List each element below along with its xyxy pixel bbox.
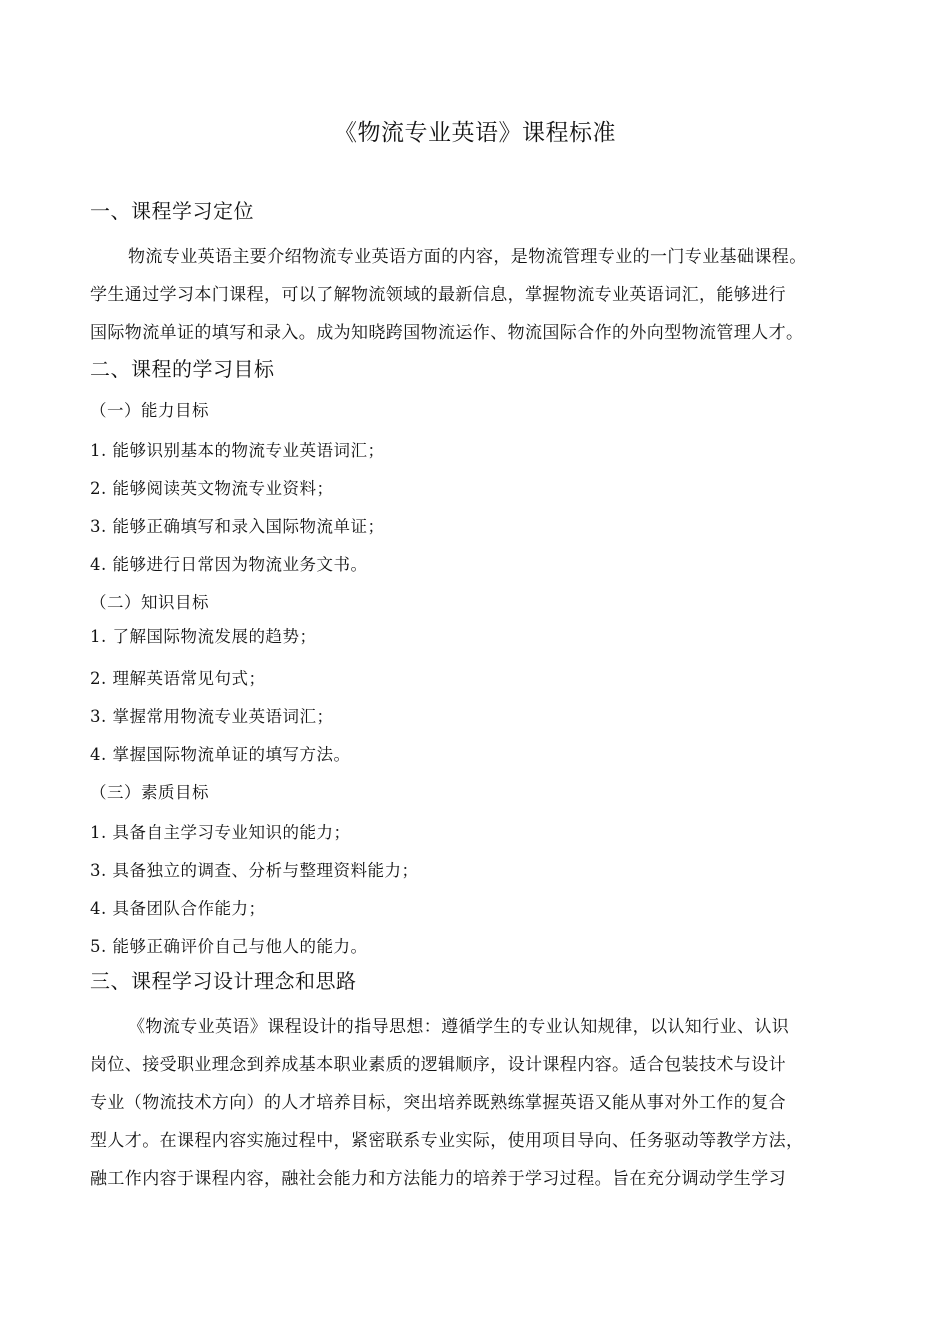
paragraph-line: 型人才。在课程内容实施过程中，紧密联系专业实际，使用项目导向、任务驱动等教学方法， [90, 1131, 804, 1151]
list-item: 2. 理解英语常见句式； [90, 669, 266, 688]
section-heading-objectives: 二、课程的学习目标 [90, 357, 275, 381]
list-item: 1. 具备自主学习专业知识的能力； [90, 823, 351, 842]
list-item: 3. 能够正确填写和录入国际物流单证； [90, 517, 385, 536]
list-item: 2. 能够阅读英文物流专业资料； [90, 479, 334, 498]
list-item: 4. 掌握国际物流单证的填写方法。 [90, 745, 351, 764]
paragraph-line: 融工作内容于课程内容，融社会能力和方法能力的培养于学习过程。旨在充分调动学生学习 [90, 1169, 786, 1189]
paragraph-line: 专业（物流技术方向）的人才培养目标，突出培养既熟练掌握英语又能从事对外工作的复合 [90, 1093, 786, 1113]
subheading-ability: （一）能力目标 [90, 401, 209, 420]
section-heading-positioning: 一、课程学习定位 [90, 199, 254, 223]
paragraph-line: 学生通过学习本门课程，可以了解物流领域的最新信息，掌握物流专业英语词汇，能够进行 [90, 285, 786, 305]
section-heading-design: 三、课程学习设计理念和思路 [90, 969, 357, 993]
list-item: 1. 了解国际物流发展的趋势； [90, 627, 317, 646]
section-positioning-paragraph [90, 238, 865, 352]
list-item: 1. 能够识别基本的物流专业英语词汇； [90, 441, 385, 460]
list-item: 3. 掌握常用物流专业英语词汇； [90, 707, 334, 726]
list-item: 4. 具备团队合作能力； [90, 899, 266, 918]
list-item: 3. 具备独立的调查、分析与整理资料能力； [90, 861, 419, 880]
list-item: 5. 能够正确评价自己与他人的能力。 [90, 937, 368, 956]
document-title: 《物流专业英语》课程标准 [334, 120, 616, 146]
paragraph-line: 国际物流单证的填写和录入。成为知晓跨国物流运作、物流国际合作的外向型物流管理人才。 [90, 323, 804, 343]
list-item: 4. 能够进行日常因为物流业务文书。 [90, 555, 368, 574]
subheading-knowledge: （二）知识目标 [90, 593, 209, 612]
paragraph-line: 岗位、接受职业理念到养成基本职业素质的逻辑顺序，设计课程内容。适合包装技术与设计 [90, 1055, 786, 1075]
paragraph-line: 物流专业英语主要介绍物流专业英语方面的内容，是物流管理专业的一门专业基础课程。 [128, 247, 807, 267]
section-design-paragraph [90, 1008, 865, 1198]
subheading-quality: （三）素质目标 [90, 783, 209, 802]
paragraph-line: 《物流专业英语》课程设计的指导思想：遵循学生的专业认知规律，以认知行业、认识 [128, 1017, 790, 1037]
